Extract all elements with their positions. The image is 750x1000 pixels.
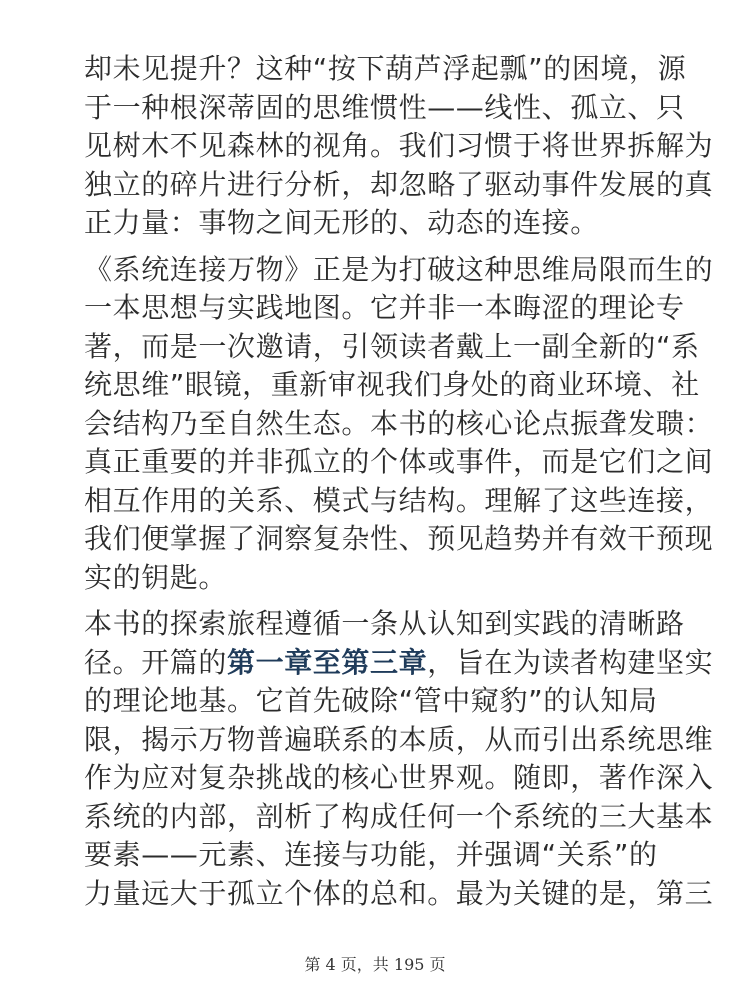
text-line: 本书的探索旅程遵循一条从认知到实践的清晰路	[84, 607, 685, 640]
text-line: 系统的内部，剖析了构成任何一个系统的三大基本	[84, 799, 714, 833]
text-line: 要素——元素、连接与功能，并强调“关系”的	[84, 838, 658, 871]
text-line: 作为应对复杂挑战的核心世界观。随即，著作深入	[84, 761, 714, 794]
text-line: 相互作用的关系、模式与结构。理解了这些连接，	[84, 483, 714, 517]
text-line	[84, 644, 714, 683]
text-line: 见树木不见森林的视角。我们习惯于将世界拆解为	[84, 129, 714, 162]
body-text	[84, 50, 714, 921]
text-line: 会结构乃至自然生态。本书的核心论点振聋发聩：	[84, 406, 714, 440]
highlighted-chapter-range: 第一章至第三章	[227, 645, 428, 679]
text-line: 却未见提升？这种“按下葫芦浮起瓢”的困境，源	[84, 52, 687, 85]
text-line: 的理论地基。它首先破除“管中窥豹”的认知局	[84, 684, 658, 717]
text-run: ，旨在为读者构建坚实	[427, 645, 714, 679]
text-line: 真正重要的并非孤立的个体或事件，而是它们之间	[84, 445, 714, 478]
text-line: 独立的碎片进行分析，却忽略了驱动事件发展的真	[84, 167, 714, 201]
paragraph	[84, 605, 714, 913]
text-line: 限，揭示万物普遍联系的本质，从而引出系统思维	[84, 722, 714, 756]
text-line: 著，而是一次邀请，引领读者戴上一副全新的“系	[84, 329, 700, 363]
text-line: 正力量：事物之间无形的、动态的连接。	[84, 206, 599, 239]
text-line: 《系统连接万物》正是为打破这种思维局限而生的	[84, 252, 714, 286]
text-line: 一本思想与实践地图。它并非一本晦涩的理论专	[84, 291, 685, 324]
paragraph	[84, 251, 714, 598]
page-number-footer: 第 4 页，共 195 页	[304, 955, 446, 974]
text-line: 实的钥匙。	[84, 560, 228, 594]
text-line: 统思维”眼镜，重新审视我们身处的商业环境、社	[84, 368, 700, 401]
text-run: 径。开篇的	[84, 645, 228, 679]
text-line: 我们便掌握了洞察复杂性、预见趋势并有效干预现	[84, 522, 714, 555]
paragraph	[84, 50, 714, 243]
text-line: 力量远大于孤立个体的总和。最为关键的是，第三	[84, 876, 714, 910]
text-line: 于一种根深蒂固的思维惯性——线性、孤立、只	[84, 90, 685, 124]
